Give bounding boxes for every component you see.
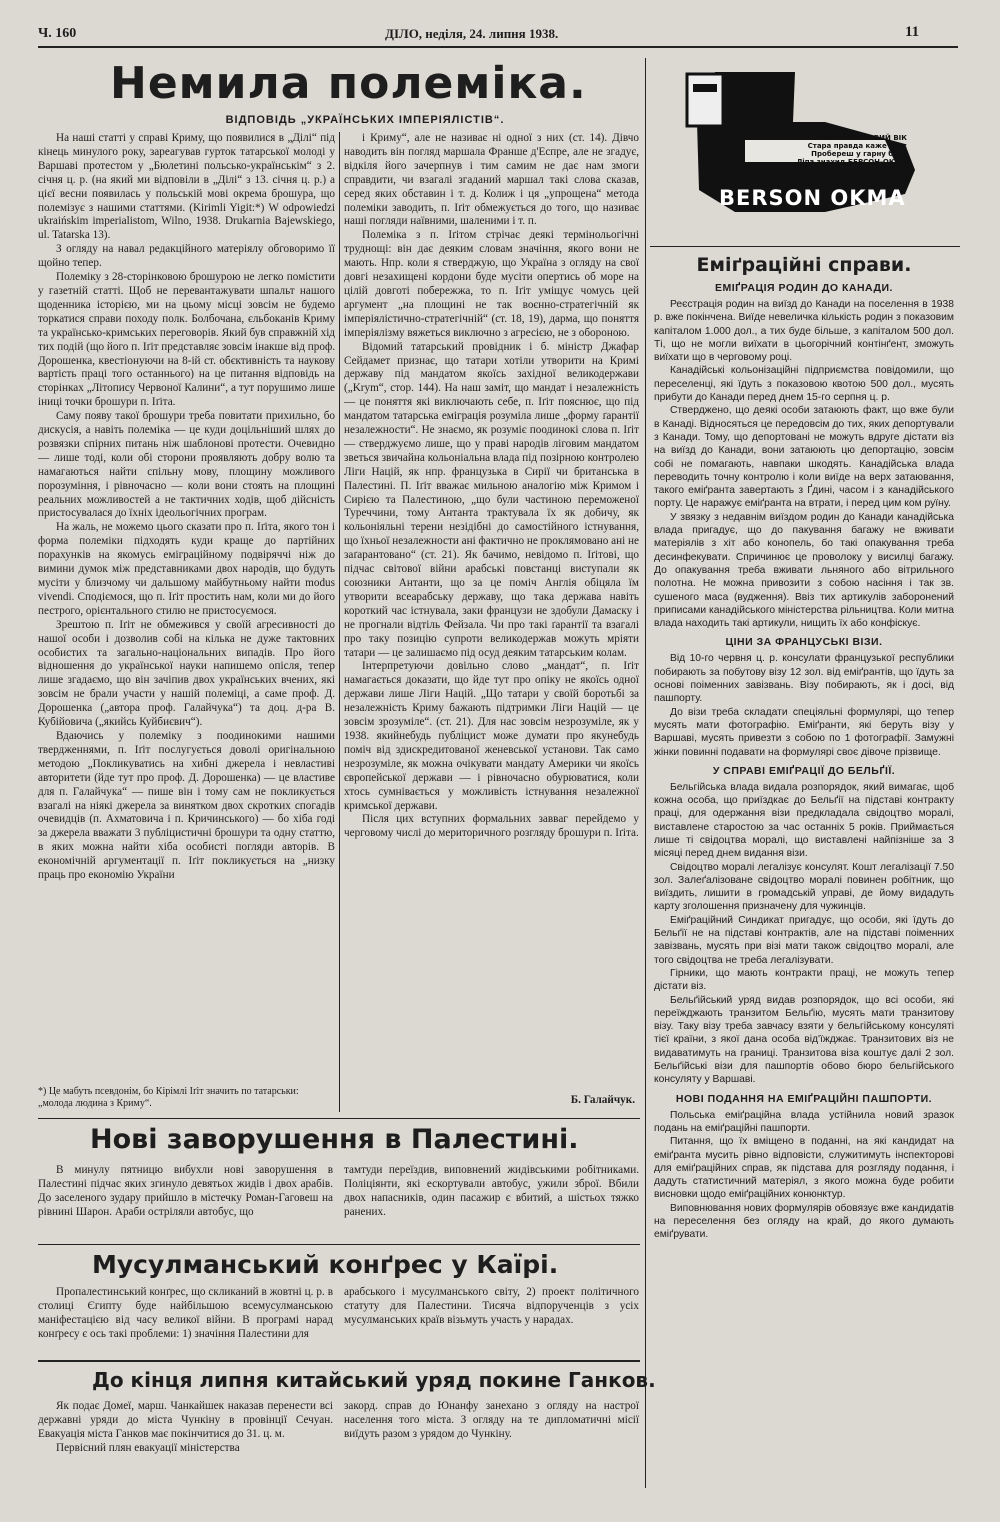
paragraph: Реєстрація родин на виїзд до Канади на поселення в 1938 р. вже покінчена. Виїде невеличка кількість родин з показовим капіталом 1.000 дол., а тих буде більше, з капіталом 500 дол. Ті, що не могли виїхати в цьогорічний контінґент, зможуть виїхати що в черговому році.	[654, 299, 954, 364]
section-rule	[38, 1244, 640, 1245]
paragraph: Канадійські кольонізаційні підприємства повідомили, що переселенці, які їдуть з показовою квотою 500 дол., мусять прибути до Канади перед днем 15-го серпня ц. р.	[654, 365, 954, 404]
article3-col1	[38, 1286, 333, 1358]
article1-subtitle: ВІДПОВІДЬ „УКРАЇНСЬКИХ ІМПЕРІЯЛІСТІВ“.	[225, 114, 505, 126]
ad-brand: BERSON OKMA	[719, 186, 906, 210]
ad-slogan-line: Пробереш у гарну брат	[811, 150, 907, 158]
article1-col1	[38, 132, 335, 1082]
header-rule	[38, 46, 958, 48]
paragraph: Бельгійська влада видала розпорядок, який вимагає, щоб кожна особа, що приїздкає до Бельґії на підставі контракту праці, для одержання візи предкладала свідоцтво моралі, виставлене старостою за час останніх 5 років. Приймається лише ті свідоцтва моралі, що виставлені найпізніше за 3 місяці перед днем видання візи.	[654, 781, 954, 860]
article3-title: Мусулманський конґрес у Каїрі.	[92, 1250, 559, 1279]
paragraph: Після цих вступних формальних завваг перейдемо у черговому числі до мериторичного розгляду брошури п. Іґіта.	[344, 813, 639, 840]
ad-slogan-line: Стара правда каже світ:	[807, 142, 907, 150]
paragraph: Як подає Домеї, марш. Чанкайшек наказав перенести всі державні уряди до міста Чункіну в провінції Сечуан. Евакуація міста Ганков має покінчитися до 31. ц. м.	[38, 1400, 333, 1440]
paragraph: Полеміку з 28-сторінковою брошурою не легко помістити у газетній статті. Щоб не перевантажувати шпальт нашого щоденника історією, ми на цьому місці зовсім не будемо торкатися справи походу полк. Болбочана, єльбоканів Криму та українсько-кримських переговорів. Який був справжній хід тих подій (що його п. Іґіт представляє зовсім інакше від проф. Дорошенка, квестіонуючи на 8-ій ст. обєктивність та наукову вартість праці того останнього) на це питання відповідь на сторінках „Літопису Червоної Калини“, а тут порушимо лише іниці точки брошури п. Іґіта.	[38, 271, 335, 409]
paragraph: Первісний плян евакуації міністерства	[56, 1441, 240, 1454]
footnote-box	[38, 1086, 335, 1110]
paragraph: Полеміка з п. Іґітом стрічає деякі термінольогічні труднощі: він дає деяким словам значіння, якого вони не мають. Нпр. коли я стверджую, що Україна з огляду на свої довгі незахищені кордони буде мусіти опертись об море на цілій довготі побережжа, то п. Іґіт уміщує чомусь цей аргумент „на площині не так воєнно-стратегічній як імперіялістично-стратегічній“ (ст. 18, 19), дарма, що поняття імперіялізму вяжеться виключно з агресією, не з обороною.	[344, 229, 639, 339]
paragraph: В минулу пятницю вибухли нові заворушення в Палестині підчас яких згинуло девятьох жидів і двох арабів. До заселеного зудару прийшло в містечку Роман-Гаговеш на рівнині Шарон. Араби остріляли автобус, що	[38, 1164, 333, 1218]
paragraph: Відомий татарський провідник і б. міністр Джафар Сейдамет признає, що татари хотіли утворити на Кримі державу під мандатом якоїсь західної великодержави („Krym“, стор. 144). На наш заміт, що мандат і незалежність — це поняття які виключають себе, п. Іґіт пояснює, що під мандатом татарська еміграція розуміла лише „форму ґарантії незалежности“. Не знаємо, як розуміє поодинокі слова п. Іґіт — стверджуємо лише, що у праві народів ліговим мандатом зветься звичайна кольоніальна влада під позірною контролею Ліги Націй, як нпр. французька в Сирії чи британська в Палестині. П. Іґіт вважає мильною аналогію між Кримом і Сирією та Палестиною, „що були частиною переможеної Туреччини, тому Антанта трактувала їх як добичу, як кольоніяльні терени незідібні до самостійного істнування, що їхньої незалежности ані фактично не проклямовано ані не заґарантовано“ (ст. 21). Як бачимо, невідомо п. Іґітові, що підчас світової війни арабські повстанці виступали як союзники Антанти, що за це поміч Англія обіцяла їм утворити всеарабську державу, що така держава навіть короткий час істнувала, заки французи не здобули Дамаску і не прогнали відтіль Фейзала. Чи про такі ґарантії та взагалі про таку позицію супроти великодержав можуть мріяти татари — це залишаємо під осуд деяким татарським колам.	[344, 340, 639, 659]
section-rule	[38, 1360, 640, 1362]
section-heading: ЦІНИ ЗА ФРАНЦУСЬКІ ВІЗИ.	[725, 636, 883, 649]
footnote: *) Це мабуть псевдонім, бо Кірімлі Іґіт значить по татарськи: „молода людина з Криму“.	[38, 1086, 299, 1109]
paragraph: Еміґраційний Синдикат пригадує, що особи, які їдуть до Бельґії не на підставі контрактів, але на підставі поіменних завізвань, мусять при візі мати також свідоцтво моралі, але того свідоцтва не треба легалізувати.	[654, 914, 954, 966]
paragraph: До візи треба складати спеціяльні формулярі, що тепер мусять мати фотографію. Еміґранти, які беруть візу у Варшаві, мусять привезти з собою по 1 фотографії. Замужні жінки повинні подавати на формулярі своє дівоче прізвище.	[654, 706, 954, 758]
article1-col2	[344, 132, 639, 1092]
section-rule	[650, 246, 960, 247]
page-label: Ч. 160	[38, 26, 77, 41]
paragraph: Саму появу такої брошури треба повитати прихильно, бо дискусія, а навіть полеміка — це куди доцільніший шлях до розвязки спірних питань ніж шаблонові протести. Очевидно — лише тоді, коли обі сторони проявляють добру волю та намагаються найти спільну мову, площину можливого порозуміння, і рівночасно — коли вони стоять на площині реальних можливостей а не тактичних ходів, щоб дійсність пристосувалася до їхніх ідеольогічних програм.	[38, 410, 335, 520]
column-divider	[645, 58, 646, 1488]
article2-title: Нові заворушення в Палестині.	[90, 1124, 579, 1155]
article2-col1	[38, 1164, 333, 1244]
paragraph: Польська еміґраційна влада устійнила новий зразок подань на еміґраційні пашпорти.	[654, 1109, 954, 1134]
section-heading: НОВІ ПОДАННЯ НА ЕМІҐРАЦІЙНІ ПАШПОРТИ.	[675, 1092, 933, 1105]
emigration-title: Еміґраційні справи.	[696, 254, 912, 276]
paragraph: Від 10-го червня ц. р. консулати французької республики побирають за побутову візу 12 зол. від еміґрантів, що їдуть за основі поіменних завізвань. Візу побирають, як і досі, від пашпорту.	[654, 653, 954, 705]
paragraph: На наші статті у справі Криму, що появилися в „Ділі“ під кінець минулого року, зареагував гурток татарської молоді у Варшаві протестом у „Бюлетині польсько-українськім“ з 2. січня ц. р. (на який ми відповіли в „Ділі“ з 13. січня ц. р.) а цієї весни появилась у польській мові окрема брошура, що полемізує з нашими статтями. (Kirimli Yigit:*) W odpowiedzi ukraińskim imperialistom, Wilno, 1938. Drukarnia Bajewskiego, ul. Tatarska 13).	[38, 132, 335, 242]
article4-col1	[38, 1400, 333, 1490]
paragraph: У звязку з недавнім виїздом родин до Канади канадійська влада пригадує, що до пакування багажу не вживати матеріялів з хіт або конопель, бо такі опакування треба десинфекувати. Спричинює це проволоку у висилці багажу. До опакування треба вживати льняного або вітрильного полотна. Не можна привозити з собою насіння і так зв. сушеного маса (вудження). Ввіз тих артикулів заборонений приписами канадійського міністерства рільництва. Коли митна влада находить такі артикули, нищить їх або конфіскує.	[654, 511, 954, 630]
section-rule	[38, 1118, 640, 1119]
paragraph: і Криму“, але не називає ні одної з них (ст. 14). Дівчо наводить він погляд маршала Франше д'Еспре, але не згадує, відкіля його зачерпнув і тим самим не дає нам змоги справдити, чи взагалі згаданий маршал такі слова сказав, серед яких обставин і т. д. Колиж і ця „упрощена“ метода полеміки заводить, п. Іґіт обмежується до того, що називає наші погляди наївними, шаленими і т. п.	[344, 132, 639, 228]
signature: Б. Галайчук.	[570, 1094, 635, 1106]
paragraph: Зрештою п. Іґіт не обмежився у своїй агресивності до нашої особи і дозволив собі на кілька не дуже тактовних особистих та загально-національних випадів. Про його відношення до української науки напишемо опісля, тепер лише згадаємо, що він зачіпив двох українських вчених, які зовсім не брали участи у нашій полеміці, а саме проф. Д. Дорошенка („автора проф. Галайчука“) та доц. д-ра В. Кубійовича („якийсь Куйбиєвич“).	[38, 618, 335, 729]
berson-okma-ad	[675, 62, 925, 234]
paragraph: Виповнювання нових формулярів обовязує вже кандидатів на переселення без огляду на край, до якого думають еміґрувати.	[654, 1202, 954, 1241]
dateline: ДІЛО, неділя, 24. липня 1938.	[385, 26, 559, 41]
paragraph: Бельґійський уряд видав розпорядок, що всі особи, які переїжджають транзитом Бельґію, мусять мати транзитову візу. Таку візу треба завчасу взяти у бельгійському консуляті тієї країни, з якої дана особа від'їжджає. Транзитових віз не видаватимуть на границі. Транзитова віза коштує далі 2 зол. Бельґійські візи для пашпортів обово бюро бельгійського консуляту у Варшаві.	[654, 994, 954, 1086]
paragraph: Гірники, що мають контракти праці, не можуть тепер дістати віз.	[654, 967, 954, 993]
ad-slogan-line: Ліпа знахид БЕРСОН-ОКМА	[796, 158, 907, 166]
paragraph: тамтуди переїздив, виповнений жидівськими робітниками. Поліціянти, які ескортували автобус, ужили зброї. Вбили двох напасників, один пасажир є вбитий, а шістьох тяжко ранених.	[344, 1164, 639, 1218]
ad-slogan-line: ПОЧИНАЄ НОВИЙ ВІК	[819, 134, 907, 142]
article3-col2	[344, 1286, 639, 1358]
paragraph: Пропалестинський конґрес, що скликаний в жовтні ц. р. в столиці Єгипту буде найбільшою всемусулманською маніфестацією від часу великої війни. В програмі нарад конґресу є ось такі проблеми: 1) значіння Палестини для	[38, 1286, 333, 1340]
emigration-column	[654, 254, 954, 1484]
section-heading: ЕМІҐРАЦІЯ РОДИН ДО КАНАДИ.	[715, 282, 893, 294]
section-heading: У СПРАВІ ЕМІҐРАЦІЇ ДО БЕЛЬҐІЇ.	[712, 764, 896, 777]
article1-title: Немила полеміка.	[110, 58, 587, 109]
paragraph: Інтерпретуючи довільно слово „мандат“, п. Іґіт намагається доказати, що йде тут про опіку не якоїсь одної держави лише Ліги Націй. „Що татари у своїй боротьбі за незалежність Криму бажають підтримки Ліги Націй — це зовсім зрозуміле“. (ст. 21). Для нас зовсім незрозуміле, як у 1938. якийнебудь публіцист може думати про якунебудь поміч від здискредитованої женевської установи. Так само незрозуміле, як можна очікувати мандату Америки чи якоїсь європейської держави — і рівночасно обурюватися, коли хтось сумнівається у можливість істнування незалежної кримської держави.	[344, 660, 639, 812]
paragraph: На жаль, не можемо цього сказати про п. Іґіта, якого тон і форма полеміки підходять куди краще до партійних порахунків на якомусь еміграційному подвіряччі ніж до вимини думок між представниками двох народів, що будуть мусіти у близчому чи дальшому майбутньому найти modus vivendi. Сподіємося, що п. Іґіт простить нам, коли ми до його пестрого, орієнтального стилю не пристосуємося.	[38, 521, 335, 617]
paragraph: Свідоцтво моралі легалізує консулят. Кошт легалізації 7.50 зол. Залеґалізоване свідоцтво моралі повинен робітник, що виїздить, лишити в громадській управі, де йому видадуть карту зголошення призначену для чужинців.	[654, 861, 954, 913]
paragraph: закорд. справ до Юнанфу занехано з огляду на настрої населення того міста. З огляду на те дипломатичні місії виїдуть разом з урядом до Чункіну.	[344, 1400, 639, 1440]
paragraph: Питання, що їх вміщено в поданні, на які кандидат на еміґранта мусить рівно відповісти, служитимуть інспекторові для еміґраційних справ, як підстава для розгляду подання, і дадуть статистичний матеріял, з якого можна буде робити висновки щодо еміґраційних конюнктур.	[654, 1136, 954, 1201]
article4-title: До кінця липня китайський уряд покине Ганков.	[92, 1368, 656, 1392]
article4-col2	[344, 1400, 639, 1490]
column-divider	[339, 132, 340, 1112]
ad-slogan	[757, 134, 907, 174]
ad-slogan-line: ШКІРЯНУ	[868, 166, 907, 174]
paragraph: арабського і мусулманського світу, 2) проект політичного статуту для Палестини. Тисяча відпорученців з усіх мусулманських країв візьмуть участь у нарадах.	[344, 1286, 639, 1326]
paragraph: З огляду на навал редакційного матеріялу обговоримо її щойно тепер.	[38, 243, 335, 270]
paragraph: Вдаючись у полеміку з поодинокими нашими твердженнями, п. Іґіт послугується доволі оригінальною методою „Покликуватись на хибні джерела і невластиві авторитети (йде тут про проф. Д. Дорошенка) — це властиве для п. Галайчука“ — пише він і тому сам не покликується взагалі на ніякі джерела за винятком двох скротких спогадів очевидців (п. Ахматовича і п. Кричинського) — бо хіба годі за джерела вважати 3 публіцистичні брошури та одну статтю, в яких можна найти хіба особисті погляди авторів. В економічній аргументації п. Іґіт покликується на „низку праць про економію України	[38, 729, 335, 882]
page-number: 11	[905, 24, 920, 40]
article2-col2	[344, 1164, 639, 1244]
paragraph: Стверджено, що деякі особи затаюють факт, що вже були в Канаді. Відносяться це передовсім до тих, яких депортували з Канади. Тому, що депортовані не можуть вдруге дістати віз на виїзд до Канади, вони затаюють цю депортацію, зовсім собі не помагають, навпаки шкодять. Канадійська влада переводить точну контролю і коли виїде на верх затаювання, такого еміґранта завертають з Ґдині, часом і з канадійського порту. Це наражує еміґранта на втрати, і перед цим ком руїну.	[654, 405, 954, 510]
